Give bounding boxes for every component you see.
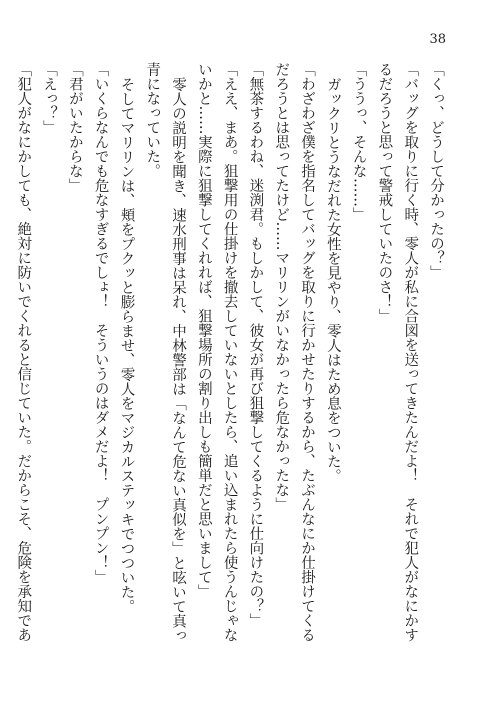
text-line: 「犯人がなにかしても、絶対に防いでくれると信じていた。だからこそ、危険を承知であ <box>15 62 32 642</box>
text-line: るだろうと思って警戒していたのさ！」 <box>376 62 393 323</box>
text-line: 「わざわざ僕を指名してバッグを取りに行かせたりするから、たぶんなにか仕掛けてくる <box>299 62 316 642</box>
page-number: 38 <box>429 32 446 47</box>
body-text <box>9 62 448 642</box>
text-line: そしてマリリンは、頬をプクッと膨らませ、零人をマジカルステッキでつついた。 <box>118 76 135 613</box>
text-line: 「ううっ、そんな……」 <box>350 62 367 222</box>
text-line: 「君がいたからな」 <box>66 62 83 193</box>
text-line: ガックリとうなだれた女性を見やり、零人はため息をついた。 <box>324 76 341 483</box>
text-line: 「くっ、どうして分かったの？」 <box>428 62 444 280</box>
text-line: だろうとは思ってたけど……マリリンがいなかったら危なかったな」 <box>273 62 290 512</box>
text-line: 「バッグを取りに行く時、零人が私に合図を送ってきたんだよ！ それで犯人がなにかす <box>402 62 419 642</box>
text-line: 「無茶するわね、迷渕君。もしかして、彼女が再び狙撃してくるように仕向けたの？」 <box>247 62 264 628</box>
text-line: 青になっていた。 <box>144 62 161 178</box>
text-line: 「ええ、まあ。狙撃用の仕掛けを撤去していないとしたら、追い込まれたら使うんじゃな <box>221 62 238 642</box>
text-line: 「えっ？」 <box>41 62 58 135</box>
text-line: 「いくらなんでも危なすぎるでしょ！ そういうのはダメだよ！ プンプン！」 <box>92 62 109 584</box>
text-line: 零人の説明を聞き、速水刑事は呆れ、中林警部は「なんて危ない真似を」と呟いて真っ <box>170 76 187 642</box>
text-line: いかと……実際に狙撃してくれれば、狙撃場所の割り出しも簡単だと思いまして」 <box>195 62 212 599</box>
